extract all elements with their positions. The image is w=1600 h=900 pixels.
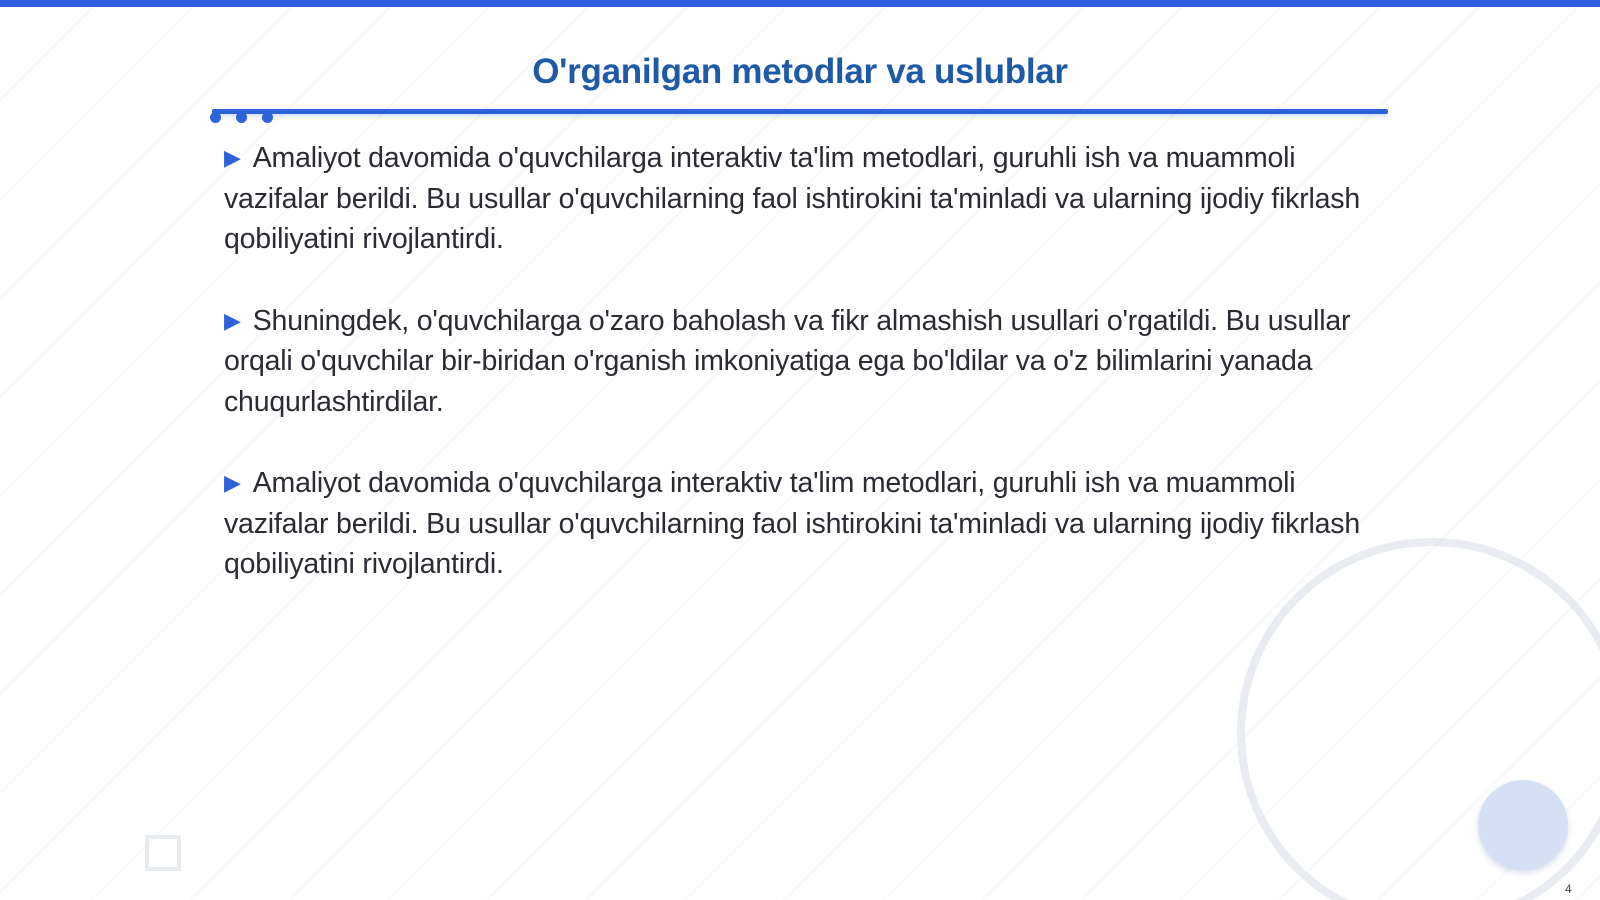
title-underline xyxy=(212,109,1388,114)
paragraph-text: Shuningdek, o'quvchilarga o'zaro baholash va fikr almashish usullari o'rgatildi. Bu usullar orqali o'quvchilar bir-biridan o'rganish imkoniyatiga ega bo'ldilar va o'z bilimlarini yanada chuqurlashtirdilar. xyxy=(224,304,1351,418)
bullet-paragraph xyxy=(224,138,1374,260)
paragraph-text: Amaliyot davomida o'quvchilarga interaktiv ta'lim metodlari, guruhli ish va muammoli vazifalar berildi. Bu usullar o'quvchilarning faol ishtirokini ta'minladi va ularning ijodiy fikrlash qobiliyatini rivojlantirdi. xyxy=(224,142,1360,255)
bullet-paragraph xyxy=(224,301,1374,423)
triangle-bullet-icon: ▶ xyxy=(224,307,241,333)
decorative-dot xyxy=(210,112,221,123)
triangle-bullet-icon: ▶ xyxy=(224,470,241,495)
paragraph-text: Amaliyot davomida o'quvchilarga interaktiv ta'lim metodlari, guruhli ish va muammoli vazifalar berildi. Bu usullar o'quvchilarning faol ishtirokini ta'minladi va ularning ijodiy fikrlash qobiliyatini rivojlantirdi. xyxy=(224,467,1360,580)
decorative-dot xyxy=(262,112,273,123)
bullet-paragraph xyxy=(224,463,1374,585)
triangle-bullet-icon: ▶ xyxy=(224,145,241,170)
decorative-dot xyxy=(236,112,247,123)
slide-content xyxy=(224,138,1374,626)
slide-title: O'rganilgan metodlar va uslublar xyxy=(532,52,1068,91)
page-number: 4 xyxy=(1565,882,1572,896)
decorative-circle xyxy=(1478,780,1568,870)
top-accent-bar xyxy=(0,0,1600,7)
decorative-square xyxy=(145,835,181,871)
